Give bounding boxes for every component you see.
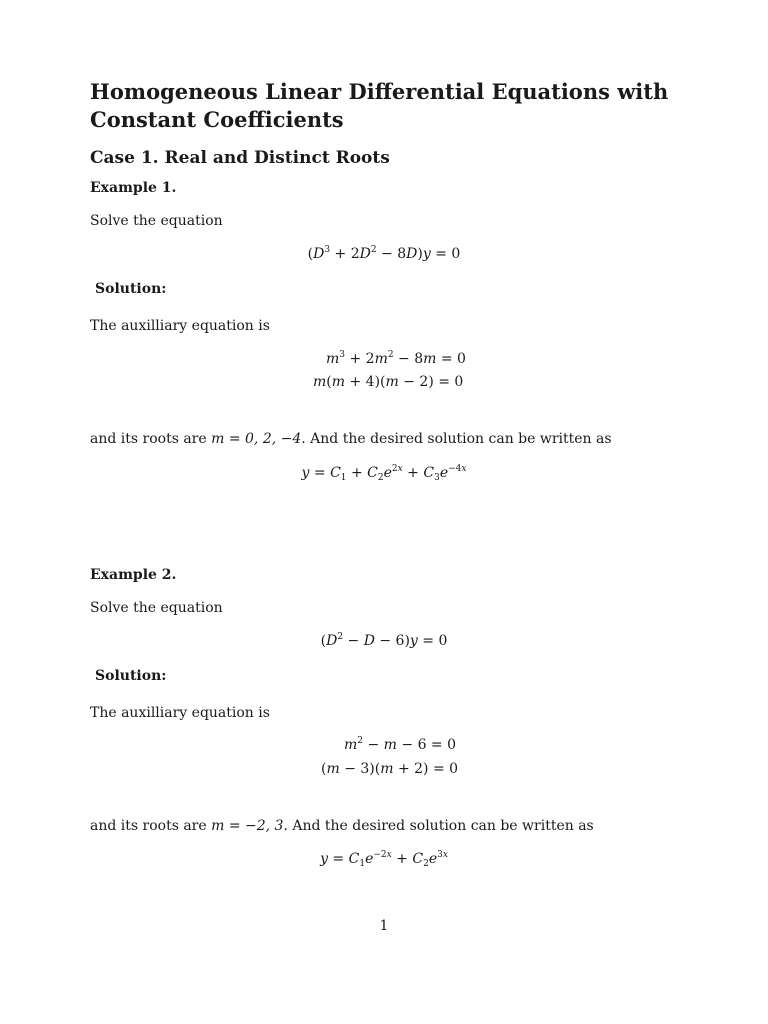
example-1-aux-intro: The auxilliary equation is <box>90 318 270 334</box>
example-2-solution-label: Solution: <box>95 668 167 684</box>
roots-text-after: . And the desired solution can be written as <box>301 431 612 447</box>
example-2-label: Example 2. <box>90 567 177 583</box>
example-1-aux-line-2: m(m + 4)(m − 2) = 0 <box>313 374 464 390</box>
roots-text-before: and its roots are <box>90 431 212 447</box>
example-2-prompt: Solve the equation <box>90 600 223 616</box>
page-title: Homogeneous Linear Differential Equations with Constant Coefficients <box>90 79 669 132</box>
example-2-roots-sentence <box>90 818 594 834</box>
section-heading: Case 1. Real and Distinct Roots <box>90 148 390 168</box>
page-number: 1 <box>379 918 389 934</box>
example-1-solution-label: Solution: <box>95 281 167 297</box>
example-1-aux-line-1: $m^3 + 2m^2 - 8m = 0$ <box>326 350 466 367</box>
example-2-aux-line-1: $m^2 - m - 6 = 0$ <box>344 736 457 753</box>
example-1-roots-sentence <box>90 431 612 447</box>
roots-math: m = 0, 2, −4 <box>211 431 302 447</box>
example-2-aux-line-2: (m − 3)(m + 2) = 0 <box>321 761 459 777</box>
roots-math: m = −2, 3 <box>211 818 284 834</box>
example-2-equation: $(D^2 - D - 6)y = 0$ <box>320 632 448 649</box>
roots-text-before: and its roots are <box>90 818 212 834</box>
example-1-equation: $(D^3 + 2D^2 - 8D)y = 0$ <box>307 245 461 262</box>
example-1-prompt: Solve the equation <box>90 213 223 229</box>
example-2-general-solution: $y = C_1e^{-2x} + C_2e^{3x}$ <box>320 850 448 869</box>
example-1-label: Example 1. <box>90 180 177 196</box>
roots-text-after: . And the desired solution can be written as <box>283 818 594 834</box>
example-1-general-solution: $y = C_1 + C_2e^{2x} + C_3e^{-4x}$ <box>301 464 467 483</box>
example-2-aux-intro: The auxilliary equation is <box>90 705 270 721</box>
